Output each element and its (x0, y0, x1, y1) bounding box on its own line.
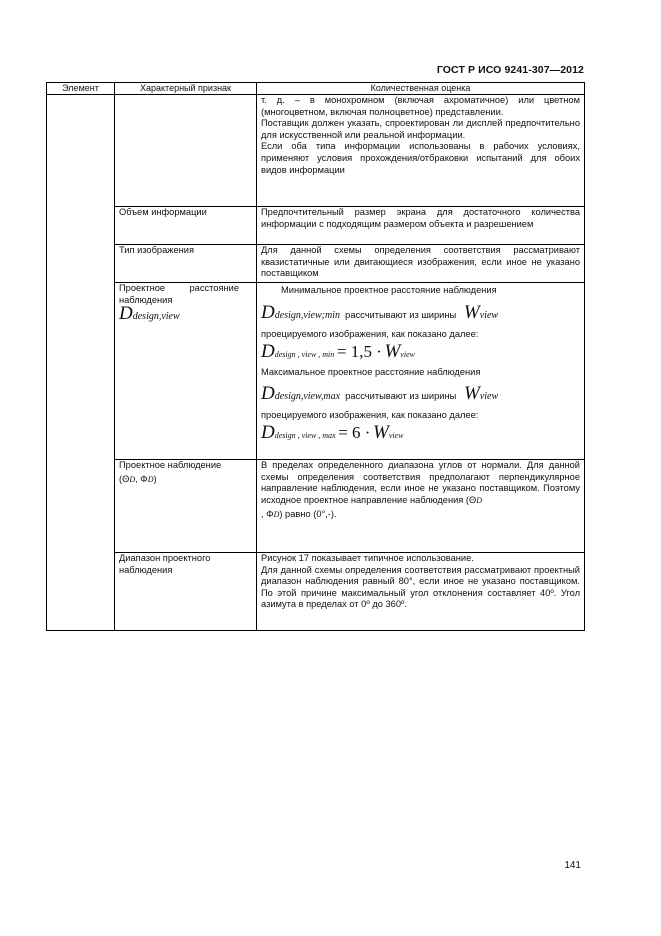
feature-cell (115, 553, 257, 631)
assessment-cell (257, 460, 585, 553)
assessment-paragraph: Если оба типа информации использованы в рабочих условиях, применяют условия прохождения/отбраковки испытаний для обоих видов информации (261, 141, 580, 175)
feature-cell (115, 95, 257, 207)
formula-max-d-symbol: D (261, 422, 275, 444)
column-header-element: Элемент (47, 83, 115, 95)
table-row (47, 95, 585, 207)
document-header: ГОСТ Р ИСО 9241-307—2012 (436, 64, 584, 76)
assessment-paragraph: Рисунок 17 показывает типичное использование. (261, 553, 474, 563)
d-symbol: D (119, 303, 133, 325)
table-row (47, 245, 585, 283)
formula-w-symbol: W (384, 341, 401, 363)
column-header-assessment: Количественная оценка (257, 83, 585, 95)
formula-max-w-symbol: W (373, 422, 389, 444)
symbols-close: ) (153, 473, 157, 484)
assessment-paragraph: Предпочтительный размер экрана для достаточного количества информации с подходящим размером объекта и разрешением (261, 207, 580, 229)
w-max-symbol: W (464, 382, 480, 404)
formula-min-subscript: design , view , min (274, 350, 335, 360)
direction-phi: , Φ (261, 509, 274, 520)
assessment-paragraph (261, 460, 580, 506)
assessment-cell (257, 245, 585, 283)
feature-cell (115, 283, 257, 460)
min-distance-formula (261, 340, 580, 367)
table-header-row (47, 83, 585, 95)
formula-max-w-subscript: view (388, 431, 404, 441)
max-distance-heading-text: Максимальное проектное расстояние наблюдения (261, 367, 481, 378)
feature-label: Диапазон проектного наблюдения (119, 553, 211, 575)
min-distance-definition (261, 300, 580, 329)
design-distance-symbol (119, 303, 252, 325)
assessment-cell (257, 95, 585, 207)
d-min-symbol: D (261, 301, 275, 323)
max-calc-text: рассчитывают из ширины (345, 390, 457, 401)
direction-text: В пределах определенного диапазона углов от нормали. Для данной схемы определения соответствия предполагают перпендикулярное направление наблюдения, если иное не указано поставщиком. Поэтому исходное проектное направление наблюдения (Θ (261, 460, 580, 505)
d-min-subscript: design,view;min (274, 309, 340, 321)
assessment-table (46, 82, 585, 631)
phi-symbol: , Φ (135, 473, 148, 484)
min-distance-heading-text: Минимальное проектное расстояние наблюдения (281, 285, 497, 295)
d-max-subscript: design,view,max (274, 390, 341, 402)
max-distance-definition (261, 381, 580, 410)
table-row (47, 283, 585, 460)
assessment-cell (257, 207, 585, 245)
formula-w-subscript: view (400, 350, 415, 360)
w-subscript: view (479, 309, 499, 321)
min-calc-text: рассчитывают из ширины (345, 309, 457, 320)
feature-cell (115, 460, 257, 553)
feature-label: Проектное расстояние наблюдения (119, 283, 239, 305)
assessment-paragraph: Для данной схемы определения соответствия рассматривают квазистатичные или двигающиеся изображения, если иное не указано поставщиком (261, 245, 580, 279)
formula-min-factor: = 1,5 · (336, 342, 382, 362)
formula-d-symbol: D (261, 341, 275, 363)
max-distance-formula (261, 421, 580, 448)
min-distance-heading (261, 285, 580, 297)
d-symbol-subscript: design,view (132, 311, 180, 323)
assessment-cell (257, 553, 585, 631)
formula-max-subscript: design , view , max (274, 431, 336, 441)
theta-subscript: D (129, 474, 136, 484)
formula-max-factor: = 6 · (338, 423, 371, 443)
feature-cell: Объем информации (115, 207, 257, 245)
viewing-direction-symbols (119, 474, 252, 486)
projected-text: проецируемого изображения, как показано далее: (261, 328, 479, 339)
element-cell (47, 95, 115, 631)
assessment-paragraph: Для данной схемы определения соответствия рассматривают проектный диапазон наблюдения равный 80°, если иное не указано поставщиком. По этой причине максимальный угол отклонения составляет 40º. Угол азимута в пределах от 0º до 360º. (261, 564, 580, 610)
theta-symbol: (Θ (119, 473, 130, 484)
assessment-paragraph: Поставщик должен указать, спроектирован ли дисплей предпочтительно для искусственной или реальной информации. (261, 118, 580, 140)
w-symbol: W (463, 301, 480, 323)
column-header-feature: Характерный признак (115, 83, 257, 95)
table-row (47, 207, 585, 245)
direction-phi-subscript: D (273, 510, 280, 520)
page-number: 141 (564, 860, 581, 871)
table-row (47, 553, 585, 631)
projected-text-2: проецируемого изображения, как показано далее: (261, 409, 479, 420)
direction-theta-subscript: D (476, 495, 483, 505)
feature-cell: Тип изображения (115, 245, 257, 283)
table-row (47, 460, 585, 553)
direction-value: ) равно (0°,-). (279, 509, 337, 520)
w-max-subscript: view (479, 390, 499, 402)
max-distance-heading (261, 367, 580, 379)
assessment-cell (257, 283, 585, 460)
phi-subscript: D (147, 474, 154, 484)
d-max-symbol: D (261, 382, 275, 404)
assessment-paragraph: т. д. – в монохромном (включая ахроматичное) или цветном (многоцветном, включая полноцветное) представлении. (261, 95, 580, 117)
feature-label: Проектное наблюдение (119, 460, 222, 470)
assessment-paragraph (261, 506, 580, 523)
